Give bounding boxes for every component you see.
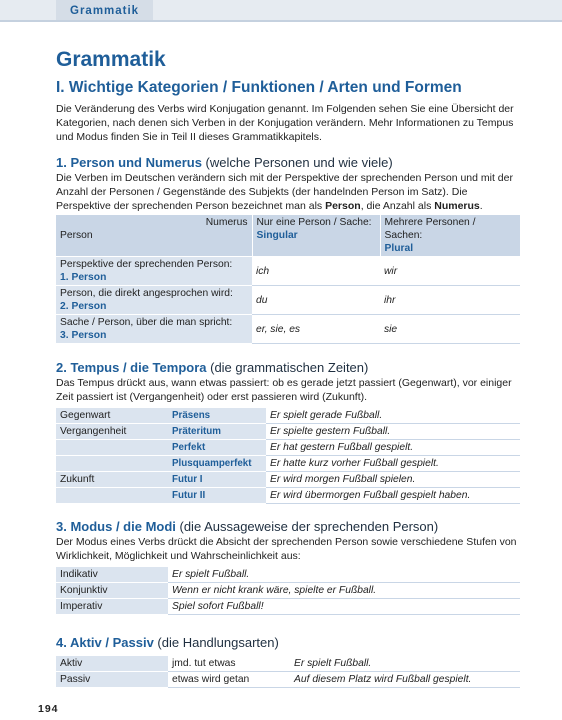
voice-example: Er spielt Fußball. (290, 656, 520, 672)
aktiv-passiv-table (56, 656, 520, 688)
table-row (56, 424, 520, 440)
mode-example: Er spielt Fußball. (168, 567, 520, 583)
section-title: I. Wichtige Kategorien / Funktionen / Arten und Formen (56, 79, 462, 96)
voice-name: Passiv (56, 672, 168, 688)
person-text (56, 171, 520, 213)
row-label-sub: 3. Person (60, 330, 107, 341)
mode-name: Indikativ (56, 567, 168, 583)
tense-name: Futur I (168, 472, 266, 488)
singular-cell: du (252, 286, 380, 315)
table-row (56, 599, 520, 615)
header-rule (0, 20, 562, 22)
tense-name: Futur II (168, 488, 266, 504)
table-row (56, 672, 520, 688)
plural-cell: ihr (380, 286, 520, 315)
table-row (56, 440, 520, 456)
mode-example: Spiel sofort Fußball! (168, 599, 520, 615)
plural-cell: sie (380, 315, 520, 344)
table-header-row (56, 215, 520, 257)
voice-example: Auf diesem Platz wird Fußball gespielt. (290, 672, 520, 688)
tempus-heading (56, 359, 520, 376)
running-header (0, 0, 562, 22)
person-numerus-table (56, 215, 520, 344)
tense-group: Gegenwart (56, 408, 168, 424)
singular-cell: ich (252, 257, 380, 286)
aktiv-heading-bold: 4. Aktiv / Passiv (56, 635, 154, 650)
table-row (56, 656, 520, 672)
modus-heading-normal: (die Aussageweise der sprechenden Person) (175, 519, 439, 534)
tense-example: Er wird übermorgen Fußball gespielt haben. (266, 488, 520, 504)
person-text-e: . (479, 200, 483, 212)
tense-example: Er spielte gestern Fußball. (266, 424, 520, 440)
table-row (56, 286, 520, 315)
singular-header (252, 215, 380, 257)
plural-header (380, 215, 520, 257)
tempus-heading-normal: (die grammatischen Zeiten) (206, 360, 369, 375)
tempus-text: Das Tempus drückt aus, wann etwas passiert: ob es gerade jetzt passiert (Gegenwart), vor einiger Zeit passiert ist (Vergangenheit) oder erst passieren wird (Zukunft). (56, 377, 512, 403)
singular-cell: er, sie, es (252, 315, 380, 344)
tense-name: Perfekt (168, 440, 266, 456)
plural-header-bottom: Plural (384, 243, 414, 254)
tempus-heading-bold: 2. Tempus / die Tempora (56, 360, 207, 375)
voice-description: jmd. tut etwas (168, 656, 290, 672)
person-heading-normal: (welche Personen und wie viele) (201, 155, 393, 170)
tempus-table (56, 408, 520, 504)
person-heading-bold: 1. Person und Numerus (56, 155, 202, 170)
singular-header-bottom: Singular (256, 230, 298, 241)
modus-text: Der Modus eines Verbs drückt die Absicht der sprechenden Person sowie verschiedene Stufen von Wirklichkeit, Möglichkeit und Wahrscheinlichkeit aus: (56, 536, 517, 562)
tense-group: Vergangenheit (56, 424, 168, 440)
row-label (56, 257, 252, 286)
tense-group (56, 440, 168, 456)
page-content (56, 48, 520, 688)
mode-name: Imperativ (56, 599, 168, 615)
aktiv-heading (56, 634, 520, 651)
table-row (56, 567, 520, 583)
tense-example: Er hat gestern Fußball gespielt. (266, 440, 520, 456)
table-row (56, 472, 520, 488)
row-label (56, 286, 252, 315)
plural-cell: wir (380, 257, 520, 286)
person-text-a: Die Verben im Deutschen verändern sich mit der Perspektive der sprechenden Person und mit der Anzahl der Personen / Gegenstände des Subjekts (der handelnden Person im Satz). Die Perspektive der sprechenden Person bezeichnet man als (56, 172, 513, 212)
table-row (56, 408, 520, 424)
tense-example: Er wird morgen Fußball spielen. (266, 472, 520, 488)
aktiv-heading-normal: (die Handlungsarten) (153, 635, 279, 650)
table-row (56, 488, 520, 504)
modus-heading-bold: 3. Modus / die Modi (56, 519, 176, 534)
tense-group: Zukunft (56, 472, 168, 488)
tense-group (56, 488, 168, 504)
section-intro: Die Veränderung des Verbs wird Konjugation genannt. Im Folgenden sehen Sie eine Übersicht der Kategorien, nach denen sich Verben in der Konjugation verändern. Mehr Informationen zu Tempus und Modus finden Sie in Teil II dieses Grammatikkapitels. (56, 103, 514, 143)
corner-numerus: Numerus (205, 217, 248, 228)
tense-name: Präteritum (168, 424, 266, 440)
voice-name: Aktiv (56, 656, 168, 672)
table-row (56, 583, 520, 599)
person-text-c: , die Anzahl als (360, 200, 435, 212)
corner-person: Person (60, 230, 93, 241)
tense-example: Er spielt gerade Fußball. (266, 408, 520, 424)
tense-name: Präsens (168, 408, 266, 424)
singular-header-top: Nur eine Person / Sache: (256, 217, 372, 228)
row-label-text: Perspektive der sprechenden Person: (60, 259, 233, 270)
chapter-tab: Grammatik (56, 0, 153, 22)
table-row (56, 456, 520, 472)
person-text-d: Numerus (434, 200, 480, 212)
mode-example: Wenn er nicht krank wäre, spielte er Fußball. (168, 583, 520, 599)
tense-example: Er hatte kurz vorher Fußball gespielt. (266, 456, 520, 472)
row-label-sub: 1. Person (60, 272, 107, 283)
row-label-text: Sache / Person, über die man spricht: (60, 317, 233, 328)
voice-description: etwas wird getan (168, 672, 290, 688)
page-number: 194 (38, 703, 59, 715)
row-label-sub: 2. Person (60, 301, 107, 312)
row-label-text: Person, die direkt angesprochen wird: (60, 288, 233, 299)
tense-group (56, 456, 168, 472)
mode-name: Konjunktiv (56, 583, 168, 599)
person-heading (56, 154, 520, 171)
row-label (56, 315, 252, 344)
page-title: Grammatik (56, 48, 166, 71)
person-text-b: Person (325, 200, 361, 212)
table-row (56, 257, 520, 286)
tense-name: Plusquamperfekt (168, 456, 266, 472)
modus-table (56, 567, 520, 615)
corner-cell (56, 215, 252, 257)
modus-heading (56, 518, 520, 535)
plural-header-top: Mehrere Personen / Sachen: (384, 217, 476, 241)
table-row (56, 315, 520, 344)
